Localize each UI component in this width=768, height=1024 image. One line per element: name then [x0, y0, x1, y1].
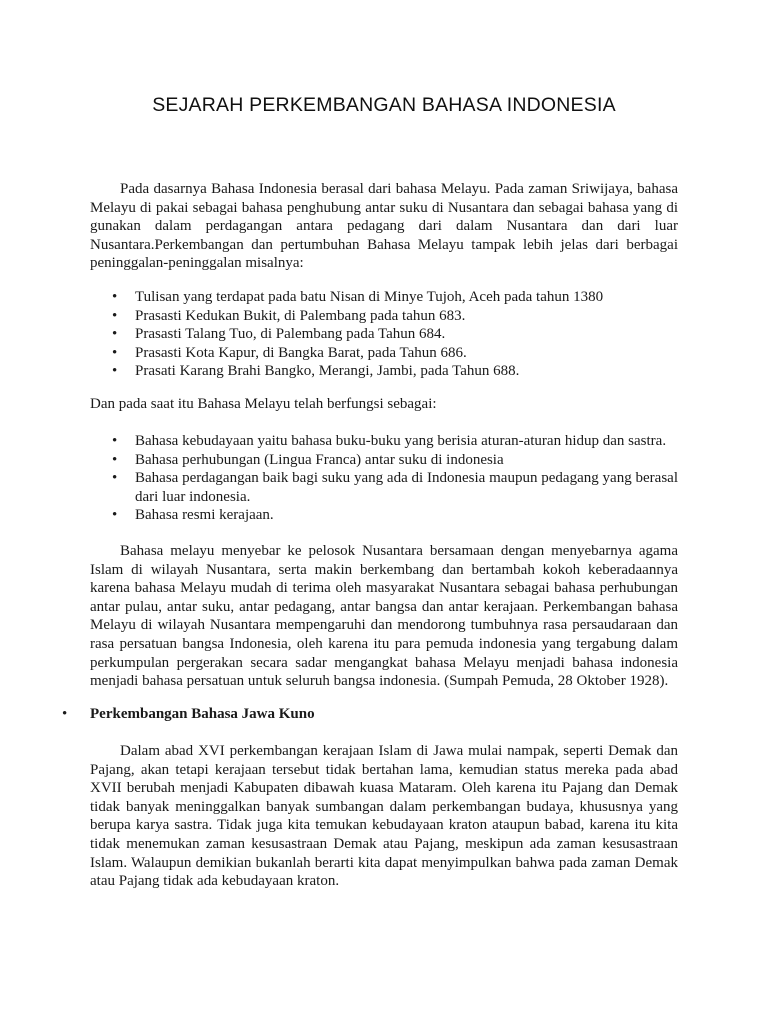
bullet-icon: • [112, 433, 118, 449]
spread-paragraph: Bahasa melayu menyebar ke pelosok Nusantara bersamaan dengan menyebarnya agama Islam di wilayah Nusantara, serta makin berkembang dan bertambah kokoh keberadaannya karena bahasa Melayu mudah di terima oleh masyarakat Nusantara sebagai bahasa perhubungan antar pulau, antar suku, antar pedagang, antar bangsa dan antar kerajaan. Perkembangan bahasa Melayu di wilayah Nusantara mempengaruhi dan mendorong tumbuhnya rasa persaudaraan dan rasa persatuan bangsa Indonesia, oleh karena itu para pemuda indonesia yang tergabung dalam perkumpulan pergerakan secara sadar mengangkat bahasa Melayu menjadi bahasa indonesia menjadi bahasa persatuan untuk seluruh bangsa indonesia. (Sumpah Pemuda, 28 Oktober 1928). [90, 543, 678, 690]
list-item: • Prasasti Kota Kapur, di Bangka Barat, pada Tahun 686. [112, 344, 467, 361]
bullet-icon: • [112, 470, 118, 487]
functions-intro: Dan pada saat itu Bahasa Melayu telah berfungsi sebagai: [90, 396, 437, 412]
bullet-icon: • [112, 307, 118, 324]
list-item: • Prasati Karang Brahi Bangko, Merangi, Jambi, pada Tahun 688. [112, 363, 520, 380]
page-title: SEJARAH PERKEMBANGAN BAHASA INDONESIA [152, 94, 616, 116]
inscriptions-list [90, 288, 678, 381]
section-heading-item [62, 705, 315, 724]
list-item: • Bahasa kebudayaan yaitu bahasa buku-buku yang berisia aturan-aturan hidup dan sastra. [112, 433, 667, 449]
section-heading: Perkembangan Bahasa Jawa Kuno [90, 706, 315, 722]
bullet-icon: • [112, 289, 118, 305]
bullet-icon: • [112, 451, 118, 468]
javanese-paragraph: Dalam abad XVI perkembangan kerajaan Islam di Jawa mulai nampak, seperti Demak dan Pajang, akan tetapi kerajaan tersebut tidak bertahan lama, kemudian status mereka pada abad XVII berubah menjadi Kabupaten dibawah kuasa Mataram. Oleh karena itu Pajang dan Demak tidak banyak meninggalkan banyak sumbangan dalam perkembangan budaya, khususnya yang berupa karya sastra. Tidak juga kita temukan kebudayaan kraton ataupun babad, karena itu kita tidak menemukan zaman kesusastraan Demak atau Pajang, meskipun ada zaman kesusastraan Islam. Walaupun demikian bukanlah berarti kita dapat menyimpulkan bahwa pada zaman Demak atau Pajang tidak ada kebudayaan kraton. [90, 743, 678, 890]
functions-list [90, 432, 678, 525]
list-item: • Bahasa perhubungan (Lingua Franca) antar suku di indonesia [112, 451, 504, 468]
bullet-icon: • [112, 507, 118, 524]
bullet-icon: • [112, 363, 118, 380]
bullet-icon: • [62, 706, 68, 722]
list-item: • Prasasti Talang Tuo, di Palembang pada Tahun 684. [112, 326, 446, 343]
list-item: • Bahasa perdagangan baik bagi suku yang ada di Indonesia maupun pedagang yang berasal dari luar indonesia. [112, 470, 678, 505]
list-item: • Tulisan yang terdapat pada batu Nisan di Minye Tujoh, Aceh pada tahun 1380 [112, 289, 604, 305]
bullet-icon: • [112, 326, 118, 343]
list-item: • Bahasa resmi kerajaan. [112, 507, 274, 524]
intro-paragraph: Pada dasarnya Bahasa Indonesia berasal dari bahasa Melayu. Pada zaman Sriwijaya, bahasa Melayu di pakai sebagai bahasa penghubung antar suku di Nusantara dan sebagai bahasa yang di gunakan dalam perdagangan antara pedagang dari dalam Nusantara dan dari luar Nusantara.Perkembangan dan pertumbuhan Bahasa Melayu tampak lebih jelas dari berbagai peninggalan-peninggalan misalnya: [90, 181, 678, 272]
list-item: • Prasasti Kedukan Bukit, di Palembang pada tahun 683. [112, 307, 466, 324]
bullet-icon: • [112, 344, 118, 361]
